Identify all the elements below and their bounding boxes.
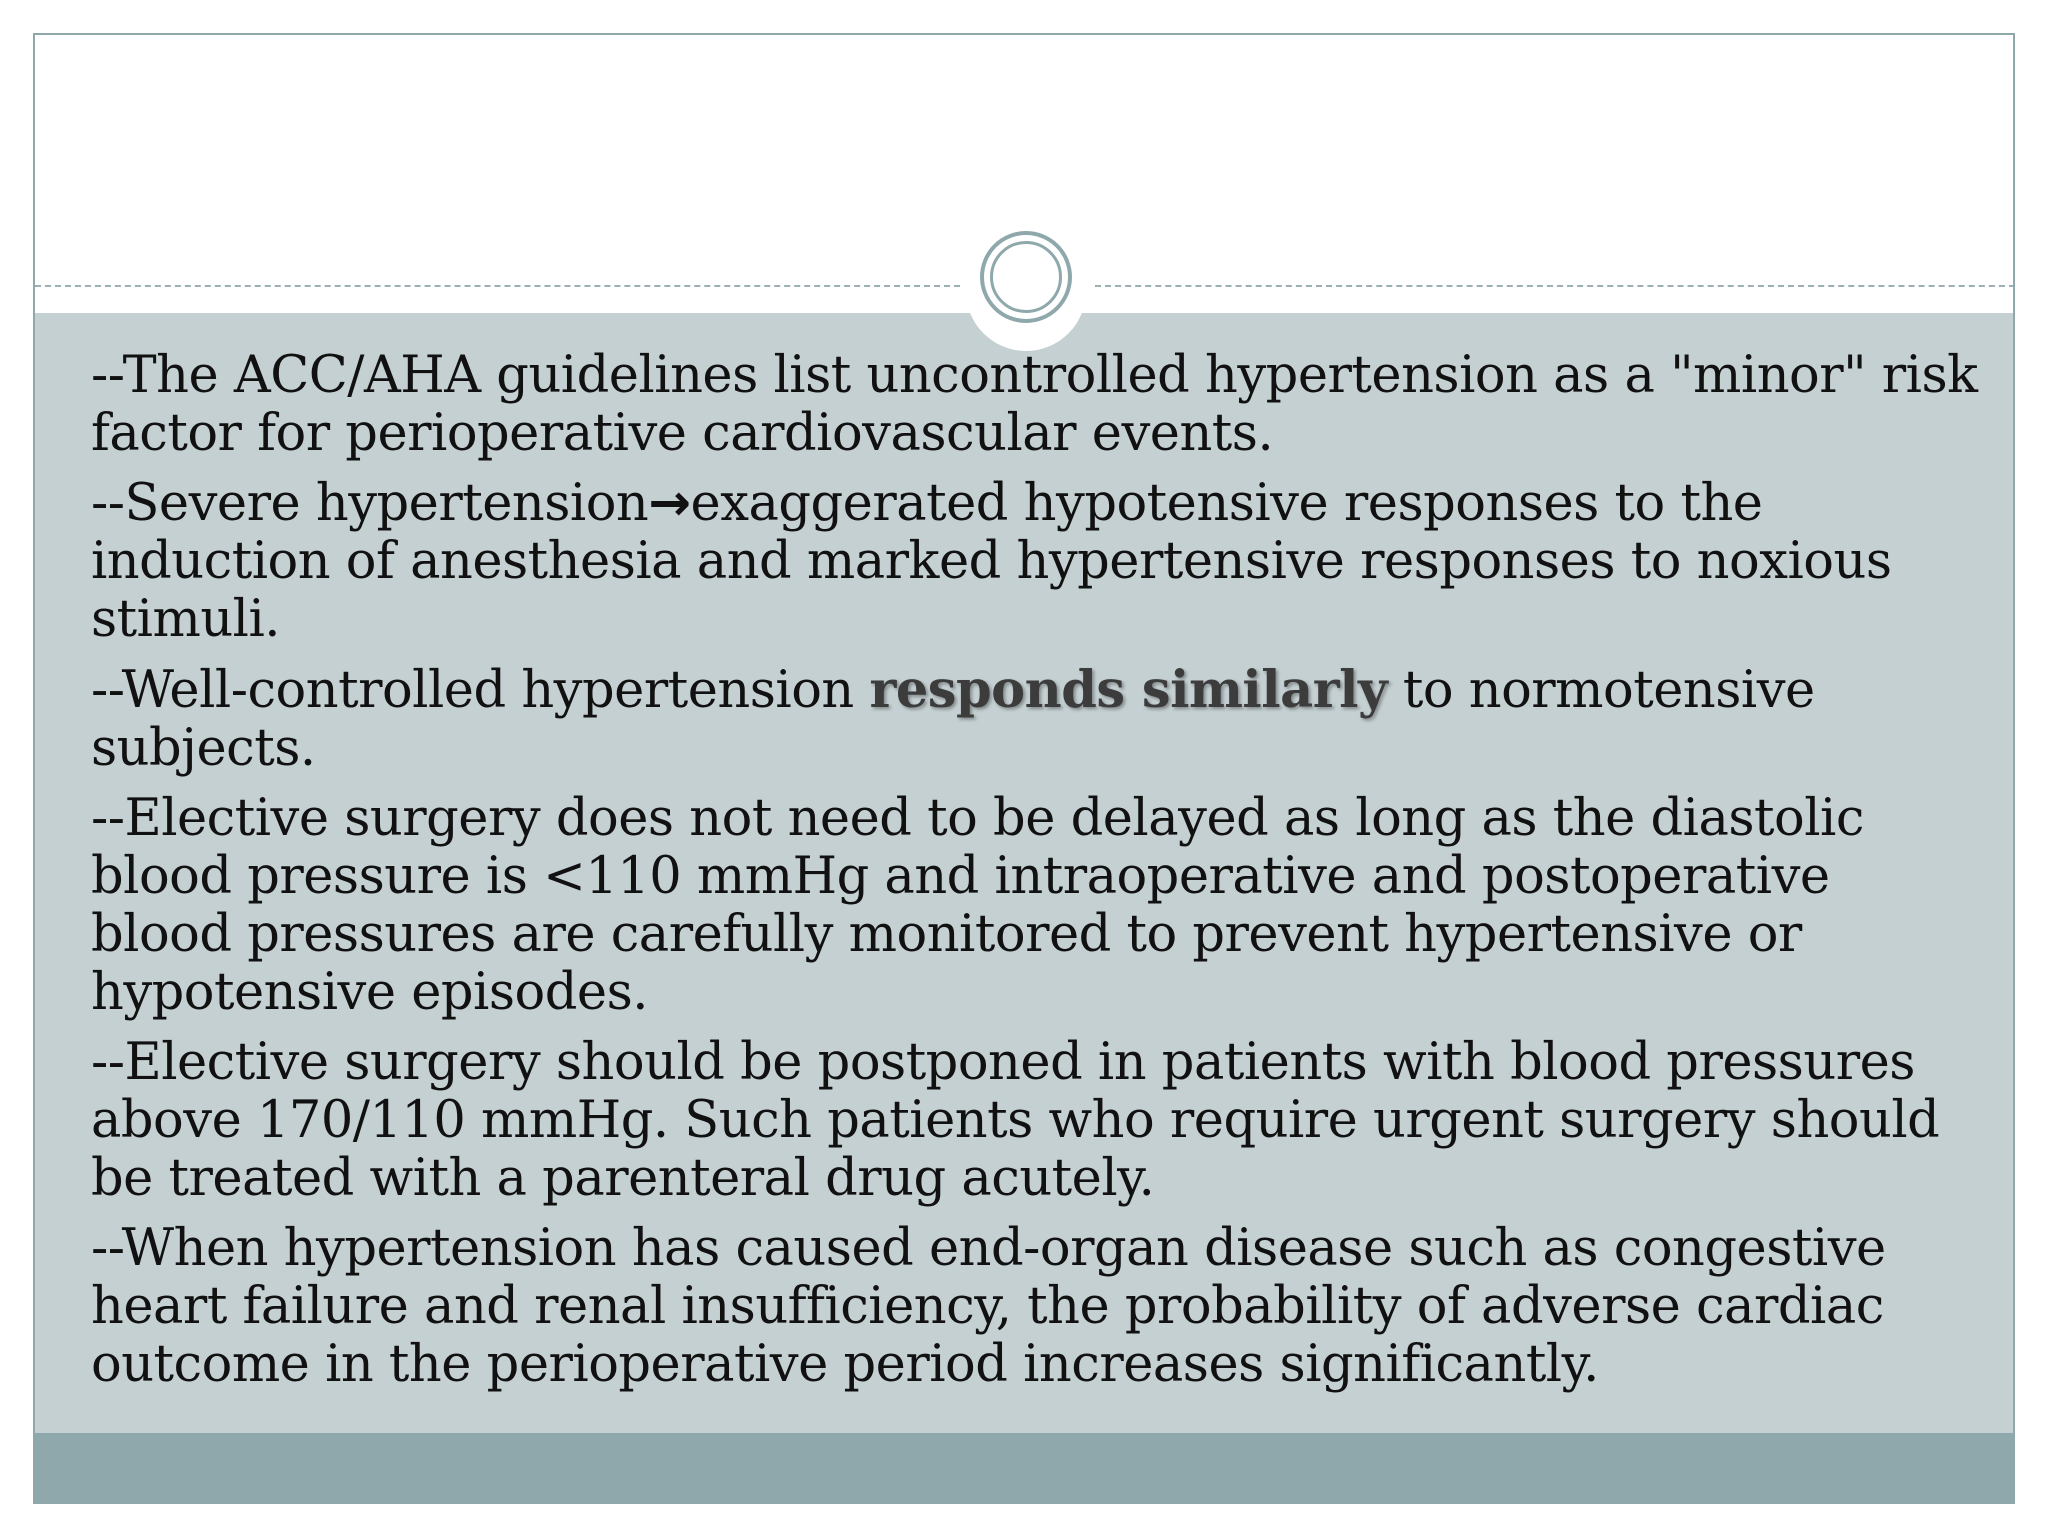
bullet-elective-postponed: --Elective surgery should be postponed in patients with blood pressures above 170/110 mmHg. Such patients who require urgent surgery should be treated with a parenteral drug acutely. — [91, 1033, 1940, 1208]
bullet-well-controlled — [91, 661, 1981, 778]
dashed-divider-left — [35, 285, 960, 287]
bullet-severe-hypertension-end: exaggerated hypotensive responses to the induction of anesthesia and marked hypertensive responses to noxious stimuli. — [91, 474, 1892, 649]
circle-ornament-icon — [980, 231, 1072, 323]
bullet-severe-hypertension — [91, 475, 1981, 649]
bullet-acc-aha: --The ACC/AHA guidelines list uncontrolled hypertension as a "minor" risk factor for perioperative cardiovascular events. — [91, 346, 1978, 463]
bullet-well-controlled-end: to normotensive subjects. — [91, 661, 1815, 778]
circle-ornament-inner — [990, 241, 1062, 313]
bullet-elective-not-delayed: --Elective surgery does not need to be delayed as long as the diastolic blood pressure is <110 mmHg and intraoperative and postoperative blood pressures are carefully monitored to prevent hypertensive or hypotensive episodes. — [91, 789, 1864, 1022]
bullet-end-organ-disease: --When hypertension has caused end-organ disease such as congestive heart failure and renal insufficiency, the probability of adverse cardiac outcome in the perioperative period increases significantly. — [91, 1219, 1886, 1394]
slide-body-text — [91, 347, 1981, 1406]
dashed-divider-right — [1095, 285, 2015, 287]
emphasized-phrase: responds similarly — [869, 660, 1388, 720]
footer-bar — [35, 1433, 2013, 1504]
bullet-severe-hypertension-start: --Severe hypertension — [91, 474, 649, 533]
right-arrow-icon: → — [648, 474, 691, 533]
slide — [33, 33, 2015, 1504]
bullet-well-controlled-start: --Well-controlled hypertension — [91, 661, 870, 720]
